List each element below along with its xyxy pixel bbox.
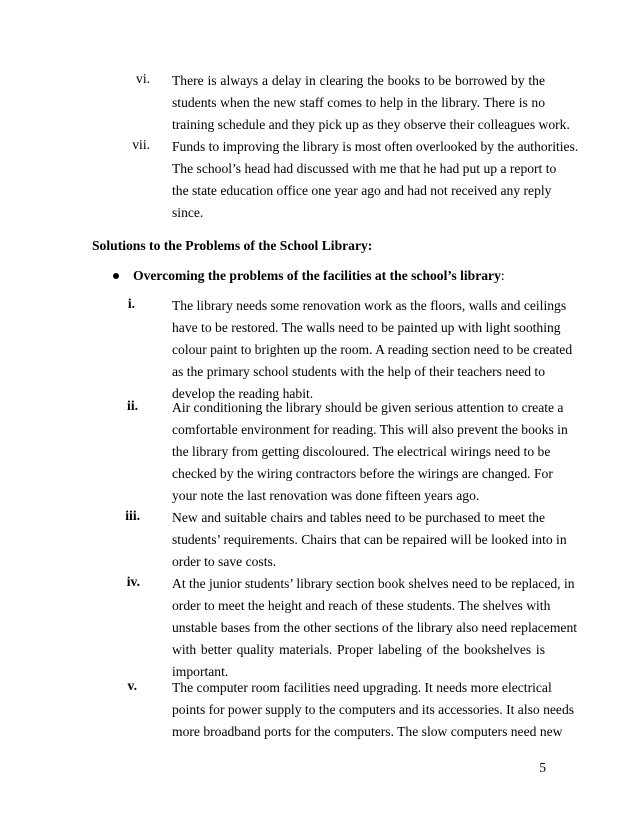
text-line: Funds to improving the library is most often overlooked by the authorities.	[172, 139, 579, 154]
text-line: points for power supply to the computers and its accessories. It also needs	[172, 702, 575, 717]
bullet-tail: :	[500, 268, 505, 283]
text-line: order to save costs.	[172, 554, 277, 569]
bullet-text	[133, 266, 505, 286]
item-number: v.	[127, 678, 137, 693]
item-number: vi.	[136, 71, 150, 86]
text-line: important.	[172, 664, 229, 679]
text-line: with better quality materials. Proper labeling of the bookshelves is	[172, 642, 545, 657]
item-number: i.	[127, 296, 135, 311]
item-number: ii.	[127, 398, 138, 413]
text-line: have to be restored. The walls need to be painted up with light soothing	[172, 320, 561, 335]
bullet-bold-text: Overcoming the problems of the facilities at the school’s library	[133, 268, 501, 283]
text-line: more broadband ports for the computers. The slow computers need new	[172, 724, 563, 739]
text-line: the library from getting discoloured. The electrical wirings need to be	[172, 444, 551, 459]
text-line: training schedule and they pick up as they observe their colleagues work.	[172, 117, 570, 132]
page-number: 5	[539, 760, 546, 775]
text-line: checked by the wiring contractors before the wirings are changed. For	[172, 466, 553, 481]
item-number: iv.	[126, 574, 140, 589]
text-line: the state education office one year ago and had not received any reply	[172, 183, 552, 198]
text-line: students’ requirements. Chairs that can be repaired will be looked into in	[172, 532, 567, 547]
text-line: develop the reading habit.	[172, 386, 314, 401]
text-line: There is always a delay in clearing the books to be borrowed by the	[172, 73, 545, 88]
text-line: Air conditioning the library should be given serious attention to create a	[172, 400, 564, 415]
bullet-item	[0, 266, 638, 286]
text-line: The school’s head had discussed with me that he had put up a report to	[172, 161, 557, 176]
bullet-icon	[113, 273, 119, 279]
text-line: unstable bases from the other sections of the library also need replacement	[172, 620, 578, 635]
text-line: order to meet the height and reach of these students. The shelves with	[172, 598, 551, 613]
text-line: students when the new staff comes to help in the library. There is no	[172, 95, 545, 110]
text-line: your note the last renovation was done fifteen years ago.	[172, 488, 480, 503]
item-number: vii.	[132, 137, 150, 152]
section-heading: Solutions to the Problems of the School Library:	[92, 238, 373, 253]
text-line: The computer room facilities need upgrading. It needs more electrical	[172, 680, 552, 695]
text-line: as the primary school students with the help of their teachers need to	[172, 364, 545, 379]
text-line: At the junior students’ library section book shelves need to be replaced, in	[172, 576, 575, 591]
item-number: iii.	[125, 508, 140, 523]
text-line: New and suitable chairs and tables need to be purchased to meet the	[172, 510, 545, 525]
text-line: comfortable environment for reading. This will also prevent the books in	[172, 422, 568, 437]
text-line: colour paint to brighten up the room. A reading section need to be created	[172, 342, 573, 357]
text-line: The library needs some renovation work as the floors, walls and ceilings	[172, 298, 567, 313]
text-line: since.	[172, 205, 204, 220]
